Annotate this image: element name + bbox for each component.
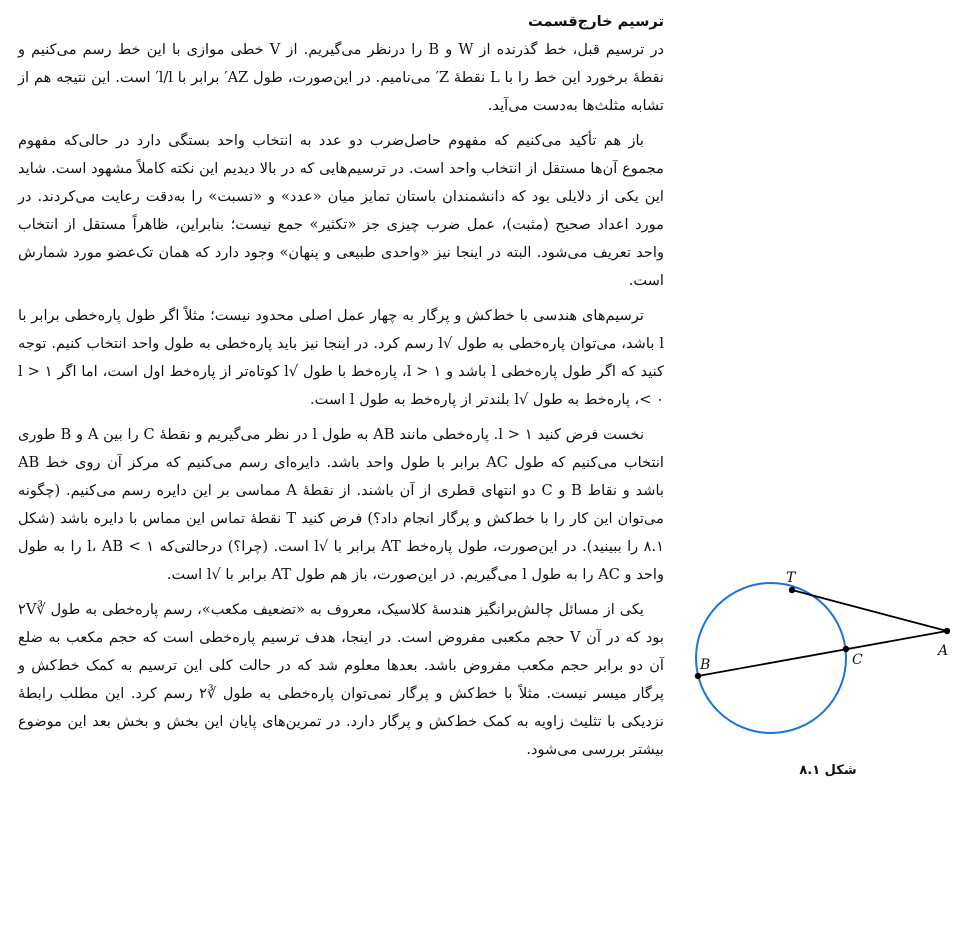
point-c bbox=[843, 646, 849, 652]
point-t bbox=[789, 587, 795, 593]
label-a: A bbox=[938, 643, 949, 659]
paragraph-unit-dependence: باز هم تأکید می‌کنیم که مفهوم حاصل‌ضرب دو عدد به انتخاب واحد بستگی دارد در حالی‌که مفهوم مجموع آن‌ها مستقل از انتخاب واحد است. در ترسیم‌هایی که در بالا دیدیم این نکته کاملاً مشهود است. شاید این یکی از دلایلی بود که دانشمندان باستان تمایز میان «عدد» و «نسبت» را به‌دقت رعایت می‌کردند. در مورد اعداد صحیح (مثبت)، عمل ضرب چیزی جز «تکثیر» جمع نیست؛ بنابراین، ظاهراً مستقل از انتخاب واحد تعریف می‌شود. البته در اینجا نیز «واحدی طبیعی و پنهان» وجود دارد که همان تک‌عضو مورد شمارش است. bbox=[18, 132, 664, 289]
paragraph-doubling-cube: یکی از مسائل چالش‌برانگیز هندسهٔ کلاسیک، معروف به «تضعیف مکعب»، رسم پاره‌خطی به طول ∛۲V بود که در آن V حجم مکعبی مفروض است. در اینجا، هدف ترسیم پاره‌خطی است که حجم مکعب به ضلع آن دو برابر حجم مکعب مفروض باشد. بعدها معلوم شد که در حالت کلی این ترسیم به کمک خط‌کش و پرگار میسر نیست. مثلاً با خط‌کش و پرگار نمی‌توان پاره‌خطی به طول ∛۲ رسم کرد. این مطلب رابطهٔ نزدیکی با تثلیث زاویه به کمک خط‌کش و پرگار دارد. در تمرین‌های پایان این بخش و بخش بعد این موضوع بیشتر بررسی می‌شود. bbox=[18, 601, 664, 758]
main-text-column bbox=[18, 8, 664, 771]
point-a bbox=[944, 628, 950, 634]
segment-at bbox=[792, 590, 947, 631]
point-b bbox=[695, 673, 701, 679]
label-c: C bbox=[852, 652, 863, 668]
label-t: T bbox=[786, 570, 796, 586]
label-b: B bbox=[700, 657, 711, 673]
paragraph-square-root-intro: ترسیم‌های هندسی با خط‌کش و پرگار به چهار عمل اصلی محدود نیست؛ مثلاً اگر طول پاره‌خطی برابر با l باشد، می‌توان پاره‌خطی به طول √l رسم کرد. در اینجا نیز باید پاره‌خطی به طول واحد انتخاب کنیم. توجه کنید که اگر طول پاره‌خطی l باشد و ۱ < l، پاره‌خط با طول √l کوتاه‌تر از پاره‌خط اول است، اما اگر ۱ < l < ۰، پاره‌خط به طول √l بلندتر از پاره‌خط به طول l است. bbox=[18, 307, 664, 408]
construction-circle bbox=[696, 583, 846, 733]
section-title: ترسیم خارج‌قسمت bbox=[528, 13, 664, 30]
segment-ab bbox=[698, 631, 947, 676]
paragraph-quotient-construction: در ترسیم قبل، خط گذرنده از W و B را درنظر می‌گیریم. از V خطی موازی با این خط رسم می‌کنیم و نقطهٔ برخورد این خط را با L نقطهٔ Z′ می‌نامیم. در این‌صورت، طول AZ′ برابر با l/l′ است. این نتیجه هم از تشابه مثلث‌ها به‌دست می‌آید. bbox=[18, 41, 664, 114]
paragraph-square-root-construction: نخست فرض کنید ۱ < l. پاره‌خطی مانند AB به طول l در نظر می‌گیریم و نقطهٔ C را بین A و B طوری انتخاب می‌کنیم که طول AC برابر با طول واحد باشد. دایره‌ای رسم می‌کنیم که مرکز آن روی خط AB باشد و نقاط B و C دو انتهای قطری از آن باشند. از نقطهٔ A مماسی بر این دایره رسم می‌کنیم. (چگونه می‌توان این کار را با خط‌کش و پرگار انجام داد؟) فرض کنید T نقطهٔ تماس این مماس با دایره باشد (شکل ۸.۱ را ببینید). در این‌صورت، طول پاره‌خط AT برابر با √l است. (چرا؟) درحالتی‌که ۱ > l، AB را به طول واحد و AC را به طول l می‌گیریم. در این‌صورت، باز هم طول AT برابر با √l است. bbox=[18, 426, 665, 583]
tangent-construction-diagram bbox=[684, 562, 960, 762]
figure-caption: شکل ۸.۱ bbox=[799, 763, 857, 778]
